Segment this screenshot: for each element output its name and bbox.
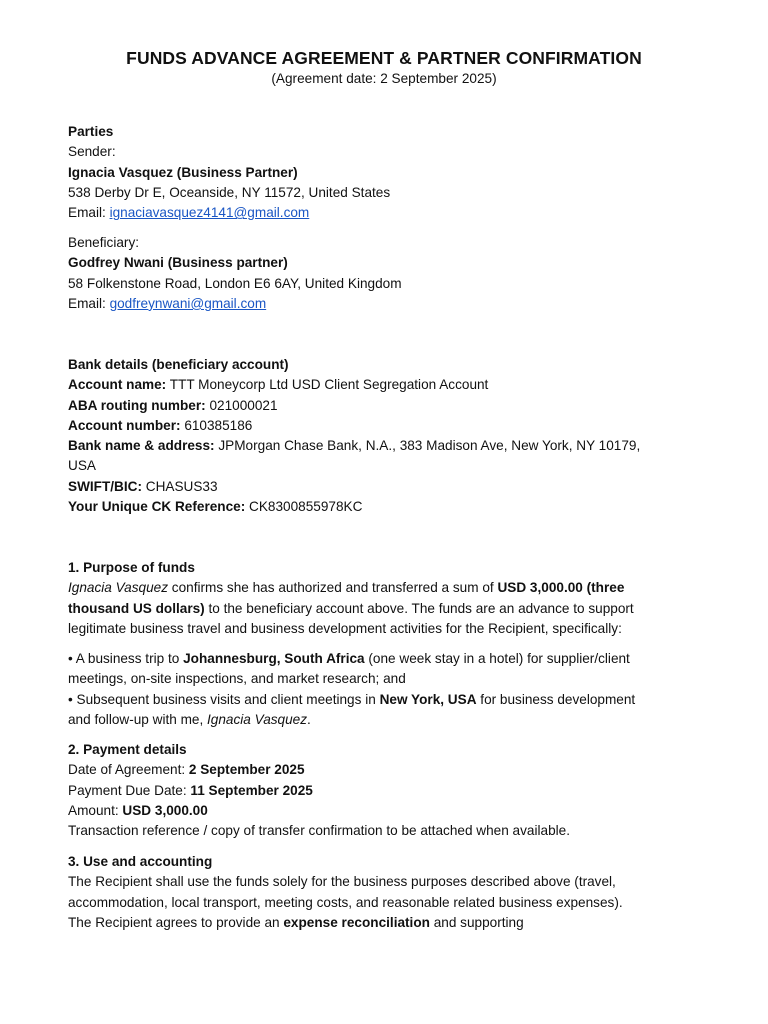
ck-reference-label: Your Unique CK Reference: (68, 499, 246, 515)
bank-name-value: JPMorgan Chase Bank, N.A., 383 Madison Ave, New York, NY 10179, (218, 438, 641, 454)
payment-due-label: Payment Due Date: (68, 782, 191, 798)
beneficiary-email-line (68, 294, 708, 314)
ck-reference-line (68, 497, 708, 517)
bullet-johannesburg-line-2: meetings, on-site inspections, and market research; and (68, 671, 406, 687)
agreement-date-value: 2 September 2025 (188, 762, 305, 778)
payment-due-value: 11 September 2025 (190, 782, 313, 798)
use-line-3 (68, 913, 708, 933)
beneficiary-section (68, 233, 708, 314)
bank-name-line (68, 436, 708, 456)
bullet-text: • A business trip to (68, 651, 184, 666)
bullet-new-york (68, 690, 708, 710)
amount-words-bold: thousand US dollars) (68, 600, 205, 616)
use-line-2: accommodation, local transport, meeting costs, and reasonable related business expenses). (68, 894, 623, 910)
beneficiary-email-link[interactable]: godfreynwani@gmail.com (109, 295, 267, 311)
amount-line (68, 801, 708, 821)
sender-email-link[interactable]: ignaciavasquez4141@gmail.com (109, 205, 310, 221)
use-accounting-heading: 3. Use and accounting (68, 854, 213, 869)
agreement-date-label: Date of Agreement: (68, 762, 189, 778)
agreement-date-line (68, 760, 708, 780)
purpose-text: confirms she has authorized and transferred a sum of (168, 580, 498, 596)
bullet-place: New York, USA (379, 691, 477, 707)
account-name-label: Account name: (68, 377, 167, 393)
beneficiary-label: Beneficiary: (68, 235, 140, 250)
agreement-date-subtitle: (Agreement date: 2 September 2025) (271, 71, 497, 86)
sender-name: Ignacia Vasquez (Business Partner) (68, 164, 298, 180)
use-line-1: The Recipient shall use the funds solely for the business purposes described above (travel, (68, 874, 616, 890)
bank-name-label: Bank name & address: (68, 438, 215, 454)
use-text: and supporting (429, 914, 524, 930)
sender-name-italic: Ignacia Vasquez (68, 580, 169, 596)
bank-details-section (68, 355, 708, 517)
payment-details-heading: 2. Payment details (68, 742, 187, 757)
sender-name-italic: Ignacia Vasquez (207, 711, 308, 727)
purpose-line-3: legitimate business travel and business development activities for the Recipient, specifically: (68, 620, 622, 636)
swift-label: SWIFT/BIC: (68, 478, 142, 494)
purpose-heading: 1. Purpose of funds (68, 560, 195, 575)
account-number-label: Account number: (68, 417, 181, 433)
sender-address: 538 Derby Dr E, Oceanside, NY 11572, United States (68, 184, 391, 200)
use-accounting-section (68, 852, 708, 933)
email-label: Email: (68, 205, 106, 221)
expense-reconciliation-bold: expense reconciliation (283, 914, 430, 930)
bullet-text: and follow-up with me, (68, 711, 208, 727)
purpose-line-1 (68, 578, 708, 598)
bank-details-heading: Bank details (beneficiary account) (68, 357, 289, 372)
purpose-bullets (68, 649, 708, 730)
document-title: FUNDS ADVANCE AGREEMENT & PARTNER CONFIRMATION (126, 48, 642, 68)
aba-value: 021000021 (209, 397, 278, 413)
bullet-place: Johannesburg, South Africa (183, 651, 365, 666)
ck-reference-value: CK8300855978KC (249, 499, 363, 515)
bullet-johannesburg (68, 649, 708, 669)
email-label: Email: (68, 295, 106, 311)
purpose-text: to the beneficiary account above. The funds are an advance to support (204, 600, 634, 616)
purpose-line-2 (68, 599, 708, 619)
payment-details-section (68, 740, 708, 841)
parties-heading: Parties (68, 124, 114, 139)
use-text: The Recipient agrees to provide an (68, 914, 284, 930)
amount-value: USD 3,000.00 (122, 802, 208, 818)
bullet-text: . (307, 711, 311, 727)
purpose-section (68, 558, 708, 639)
sender-label: Sender: (68, 144, 116, 160)
account-name-line (68, 375, 708, 395)
account-number-value: 610385186 (184, 417, 253, 433)
account-name-value: TTT Moneycorp Ltd USD Client Segregation Account (169, 377, 489, 393)
payment-due-line (68, 781, 708, 801)
bullet-text: • Subsequent business visits and client meetings in (68, 691, 380, 707)
aba-label: ABA routing number: (68, 397, 206, 413)
parties-section (68, 122, 708, 223)
swift-value: CHASUS33 (145, 478, 218, 494)
sender-email-line (68, 203, 708, 223)
bullet-new-york-line-2 (68, 710, 708, 730)
bank-name-line-2: USA (68, 458, 96, 474)
amount-label: Amount: (68, 802, 123, 818)
beneficiary-name: Godfrey Nwani (Business partner) (68, 255, 288, 271)
beneficiary-address: 58 Folkenstone Road, London E6 6AY, United Kingdom (68, 275, 402, 291)
bullet-text: (one week stay in a hotel) for supplier/client (364, 651, 630, 666)
swift-line (68, 477, 708, 497)
transaction-note: Transaction reference / copy of transfer confirmation to be attached when available. (68, 823, 570, 839)
aba-line (68, 396, 708, 416)
bullet-text: for business development (476, 691, 636, 707)
amount-bold: USD 3,000.00 (three (497, 580, 625, 596)
account-number-line (68, 416, 708, 436)
